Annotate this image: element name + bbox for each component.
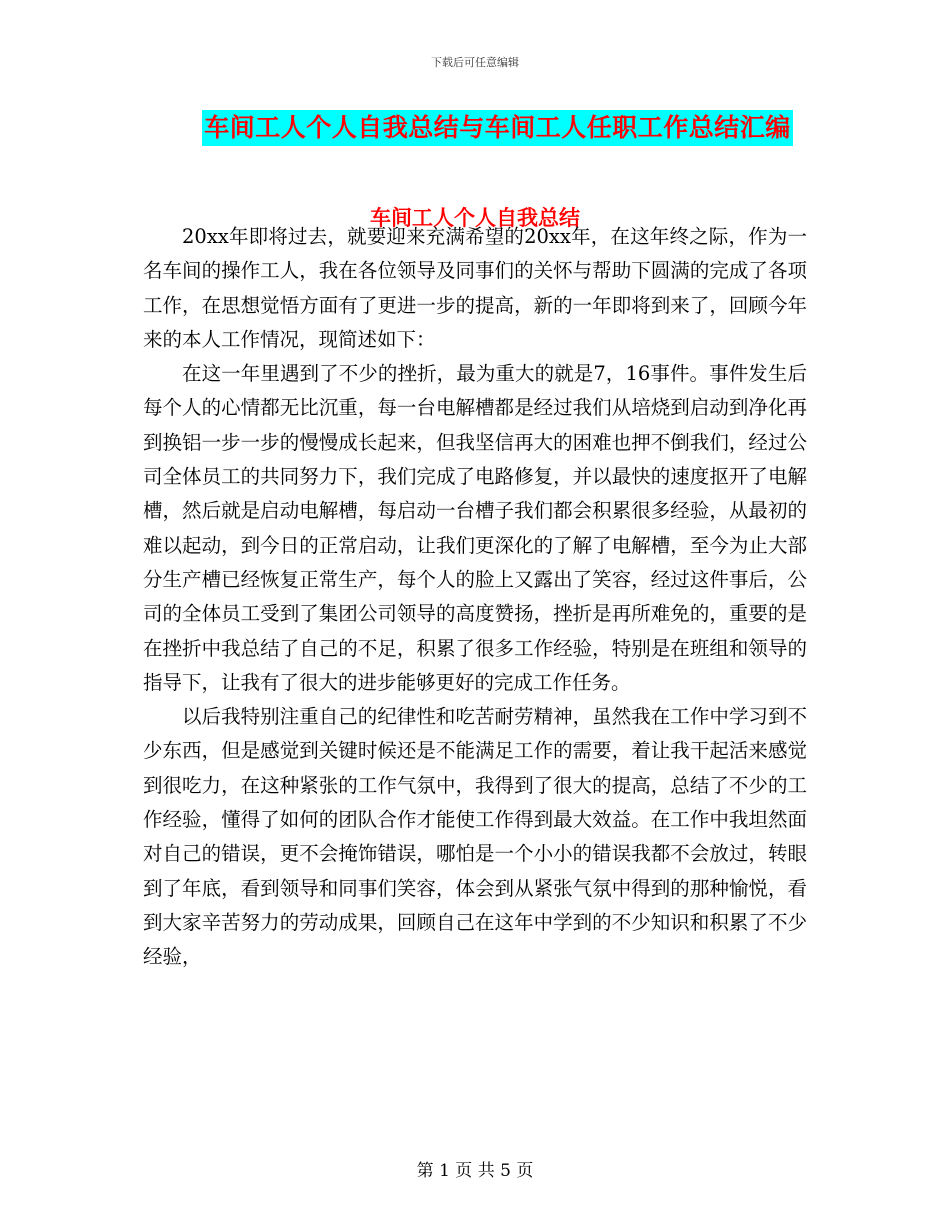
paragraph-2: 在这一年里遇到了不少的挫折，最为重大的就是7，16事件。事件发生后每个人的心情都无比沉重，每一台电解槽都是经过我们从培烧到启动到净化再到换铝一步一步的慢慢成长起来，但我坚信再大的困难也押不倒我们，经过公司全体员工的共同努力下，我们完成了电路修复，并以最快的速度抠开了电解槽，然后就是启动电解槽，每启动一台槽子我们都会积累很多经验，从最初的难以起动，到今日的正常启动，让我们更深化的了解了电解槽，至今为止大部分生产槽已经恢复正常生产，每个人的脸上又露出了笑容，经过这件事后，公司的全体员工受到了集团公司领导的高度赞扬，挫折是再所难免的，重要的是在挫折中我总结了自己的不足，积累了很多工作经验，特别是在班组和领导的指导下，让我有了很大的进步能够更好的完成工作任务。 <box>143 362 807 694</box>
document-title: 车间工人个人自我总结与车间工人任职工作总结汇编 <box>202 110 793 146</box>
section-title: 车间工人个人自我总结 <box>370 205 580 230</box>
document-title-container <box>0 110 950 146</box>
document-body <box>143 220 807 975</box>
page-number-footer: 第 1 页 共 5 页 <box>416 1161 534 1181</box>
paragraph-3: 以后我特别注重自己的纪律性和吃苦耐劳精神，虽然我在工作中学习到不少东西，但是感觉到关键时候还是不能满足工作的需要，着让我干起活来感觉到很吃力，在这种紧张的工作气氛中，我得到了很大的提高，总结了不少的工作经验，懂得了如何的团队合作才能使工作得到最大效益。在工作中我坦然面对自己的错误，更不会掩饰错误，哪怕是一个小小的错误我都不会放过，转眼到了年底，看到领导和同事们笑容，体会到从紧张气氛中得到的那种愉悦，看到大家辛苦努力的劳动成果，回顾自己在这年中学到的不少知识和积累了不少经验， <box>143 705 807 969</box>
header-note: 下载后可任意编辑 <box>431 56 519 69</box>
paragraph-1: 20xx年即将过去，就要迎来充满希望的20xx年，在这年终之际，作为一名车间的操作工人，我在各位领导及同事们的关怀与帮助下圆满的完成了各项工作，在思想觉悟方面有了更进一步的提高，新的一年即将到来了，回顾今年来的本人工作情况，现简述如下： <box>143 225 807 351</box>
